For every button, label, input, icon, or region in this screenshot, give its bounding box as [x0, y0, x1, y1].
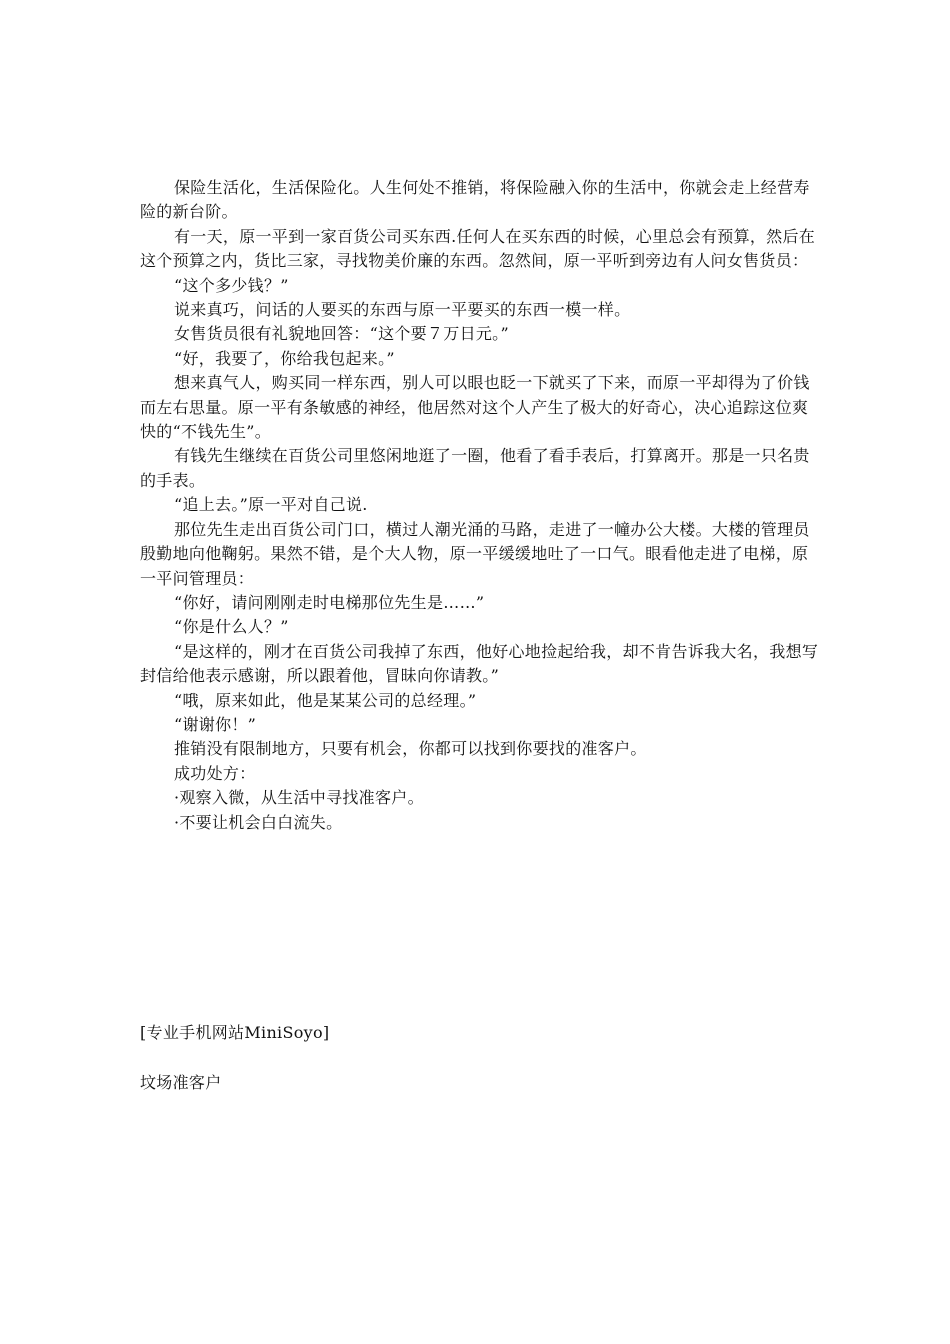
paragraph: “是这样的，刚才在百货公司我掉了东西，他好心地捡起给我，却不肯告诉我大名，我想写封信给他表示感谢，所以跟着他，冒昧向你请教。” [140, 641, 819, 686]
next-article-title: 坟场准客户 [140, 1073, 222, 1092]
paragraph: “你是什么人？” [174, 617, 289, 637]
paragraph: 保险生活化，生活保险化。人生何处不推销，将保险融入你的生活中，你就会走上经营寿险的新台阶。 [140, 178, 810, 222]
paragraph: 说来真巧，问话的人要买的东西与原一平要买的东西一模一样。 [174, 300, 631, 320]
paragraph: “好，我要了，你给我包起来。” [174, 348, 395, 368]
site-link[interactable]: [专业手机网站MiniSoyo] [140, 1023, 330, 1042]
paragraph: “这个多少钱？” [174, 275, 289, 295]
paragraph: “你好，请问刚刚走时电梯那位先生是……” [174, 592, 485, 612]
paragraph: “追上去。”原一平对自己说. [174, 495, 368, 515]
paragraph: 有一天，原一平到一家百货公司买东西.任何人在买东西的时候，心里总会有预算，然后在这个预算之内，货比三家，寻找物美价廉的东西。忽然间，原一平听到旁边有人问女售货员： [140, 226, 816, 271]
article-body [140, 176, 820, 835]
paragraph: “谢谢你！” [174, 714, 257, 734]
paragraph: “哦，原来如此，他是某某公司的总经理。” [174, 690, 477, 710]
paragraph: 有钱先生继续在百货公司里悠闲地逛了一圈，他看了看手表后，打算离开。那是一只名贵的手表。 [140, 446, 810, 490]
paragraph: 成功处方： [174, 763, 256, 783]
paragraph: 那位先生走出百货公司门口，横过人潮光涌的马路，走进了一幢办公大楼。大楼的管理员殷勤地向他鞠躬。果然不错，是个大人物，原一平缓缓地吐了一口气。眼看他走进了电梯，原一平问管理员： [140, 519, 810, 588]
paragraph: 想来真气人，购买同一样东西，别人可以眼也眨一下就买了下来，而原一平却得为了价钱而左右思量。原一平有条敏感的神经，他居然对这个人产生了极大的好奇心，决心追踪这位爽快的“不钱先生”。 [140, 373, 810, 442]
bullet-item: ·不要让机会白白流失。 [174, 812, 343, 832]
bullet-item: ·观察入微，从生活中寻找准客户。 [174, 788, 424, 808]
paragraph: 女售货员很有礼貌地回答：“这个要７万日元。” [174, 324, 509, 344]
paragraph: 推销没有限制地方，只要有机会，你都可以找到你要找的准客户。 [174, 739, 647, 759]
